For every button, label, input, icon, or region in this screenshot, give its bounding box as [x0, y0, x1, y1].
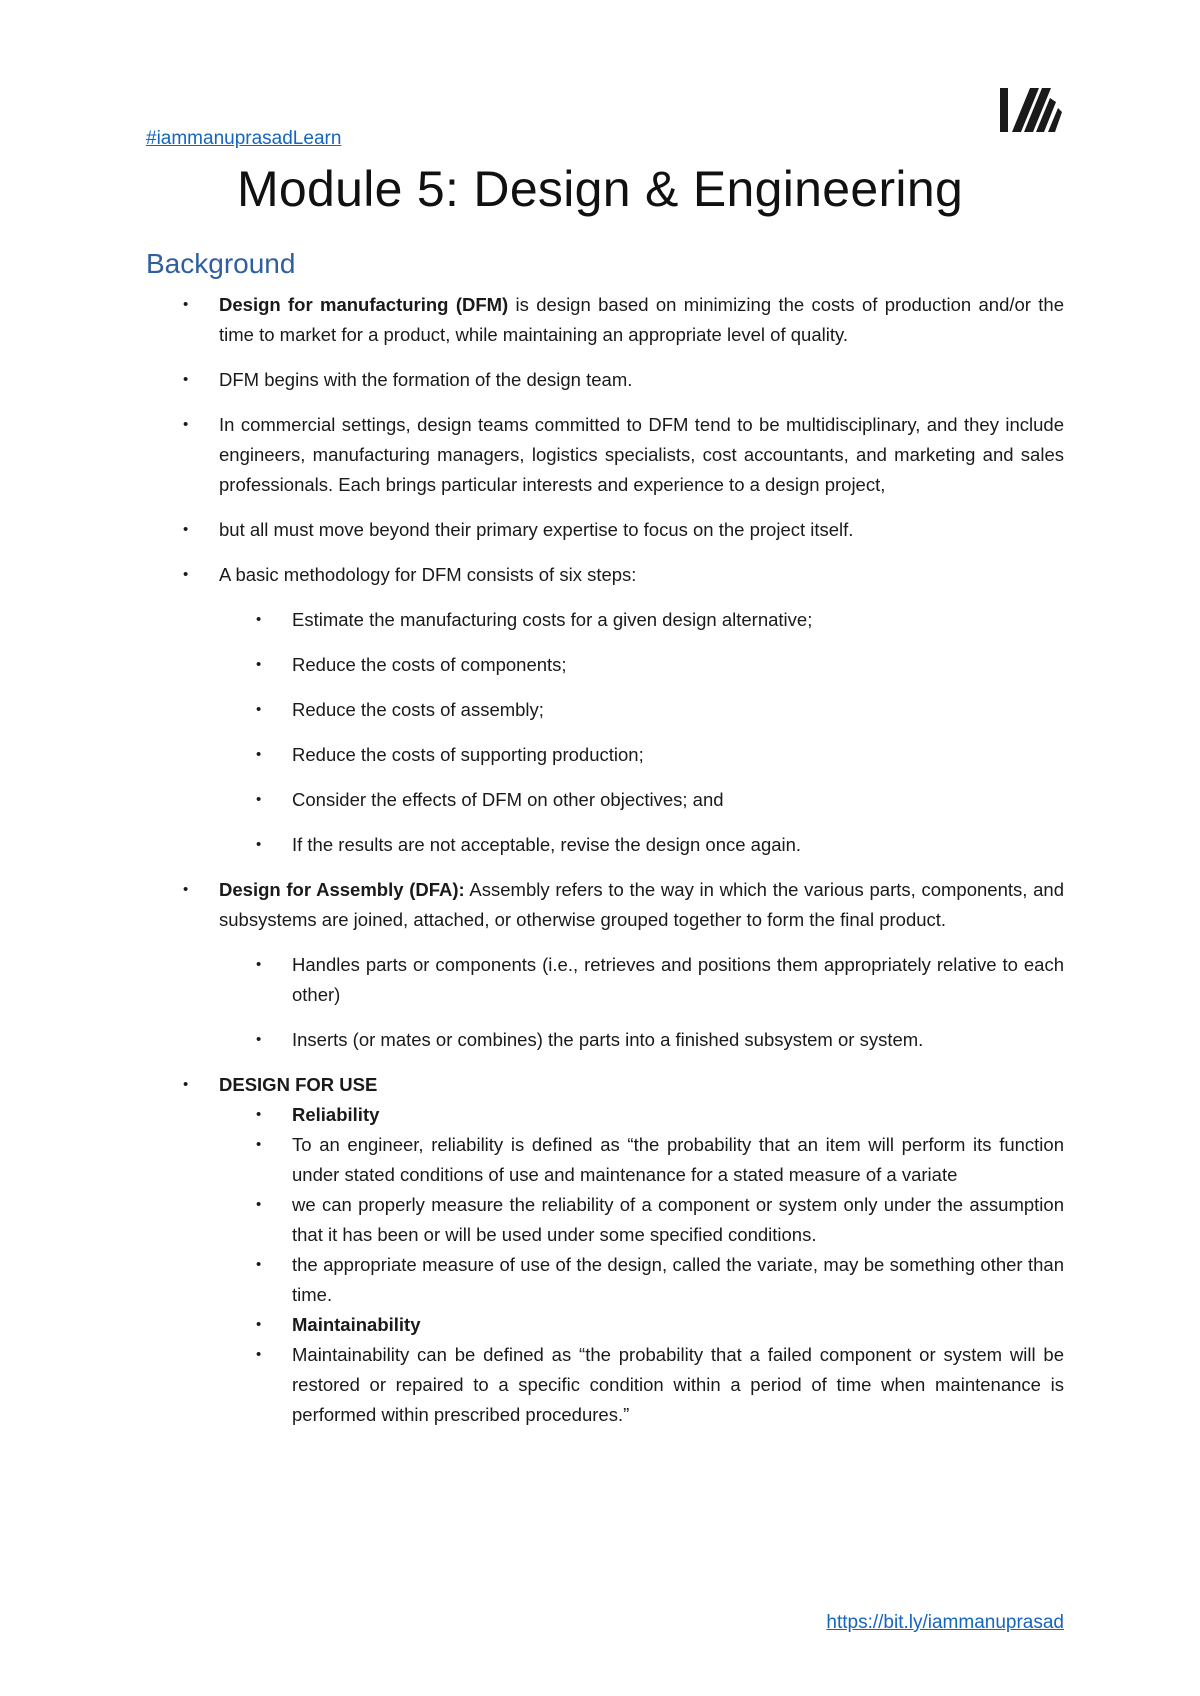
methodology-text: A basic methodology for DFM consists of six steps:	[219, 564, 637, 585]
step-item: • Reduce the costs of components;	[292, 650, 1064, 680]
list-item-dfm-definition	[146, 290, 1064, 350]
dfa-items-list	[219, 950, 1064, 1055]
step-item: • Estimate the manufacturing costs for a given design alternative;	[292, 605, 1064, 635]
design-for-use-heading: DESIGN FOR USE	[219, 1074, 378, 1095]
dfa-definition-text: Assembly refers to the way in which the various parts, components, and subsystems are joined, attached, or otherwise grouped together to form the final product.	[219, 879, 1064, 930]
dfm-steps-list	[219, 605, 1064, 860]
bullet-list	[146, 290, 1064, 1430]
dfa-item: • Handles parts or components (i.e., retrieves and positions them appropriately relative to each other)	[292, 950, 1064, 1010]
list-item-dfm-team: • DFM begins with the formation of the design team.	[146, 365, 1064, 395]
footer-link[interactable]: https://bit.ly/iammanuprasad	[826, 1612, 1064, 1633]
list-item-commercial-settings: • In commercial settings, design teams committed to DFM tend to be multidisciplinary, and they include engineers, manufacturing managers, logistics specialists, cost accountants, and marketing and sales professionals. Each brings particular interests and experience to a design project,	[146, 410, 1064, 500]
list-item-dfa	[146, 875, 1064, 1055]
list-item-methodology	[146, 560, 1064, 860]
maintainability-heading: • Maintainability	[292, 1310, 1064, 1340]
dfa-term: Design for Assembly (DFA):	[219, 879, 465, 900]
step-item: • Reduce the costs of assembly;	[292, 695, 1064, 725]
section-heading-background: Background	[146, 248, 296, 279]
step-item: • If the results are not acceptable, revise the design once again.	[292, 830, 1064, 860]
iammanuprasad-logo-icon	[1000, 88, 1062, 140]
step-item: • Consider the effects of DFM on other objectives; and	[292, 785, 1064, 815]
dfm-term: Design for manufacturing (DFM)	[219, 294, 509, 315]
reliability-heading: • Reliability	[292, 1100, 1064, 1130]
step-item: • Reduce the costs of supporting production;	[292, 740, 1064, 770]
list-item-beyond-expertise: • but all must move beyond their primary expertise to focus on the project itself.	[146, 515, 1064, 545]
dfm-definition-text: is design based on minimizing the costs of production and/or the time to market for a product, while maintaining an appropriate level of quality.	[219, 294, 1064, 345]
dfa-item: • Inserts (or mates or combines) the parts into a finished subsystem or system.	[292, 1025, 1064, 1055]
hashtag-link[interactable]: #iammanuprasadLearn	[146, 128, 342, 149]
variate-item: • the appropriate measure of use of the design, called the variate, may be something other than time.	[292, 1250, 1064, 1310]
page-title: Module 5: Design & Engineering	[236, 161, 964, 217]
maintainability-definition: • Maintainability can be defined as “the probability that a failed component or system will be restored or repaired to a specific condition within a period of time when maintenance is performed within prescribed procedures.”	[292, 1340, 1064, 1430]
reliability-measure: • we can properly measure the reliability of a component or system only under the assumption that it has been or will be used under some specified conditions.	[292, 1190, 1064, 1250]
content-body	[146, 290, 1064, 1445]
reliability-definition: • To an engineer, reliability is defined as “the probability that an item will perform its function under stated conditions of use and maintenance for a stated measure of a variate	[292, 1130, 1064, 1190]
list-item-design-for-use	[146, 1070, 1064, 1430]
design-for-use-list	[219, 1100, 1064, 1430]
